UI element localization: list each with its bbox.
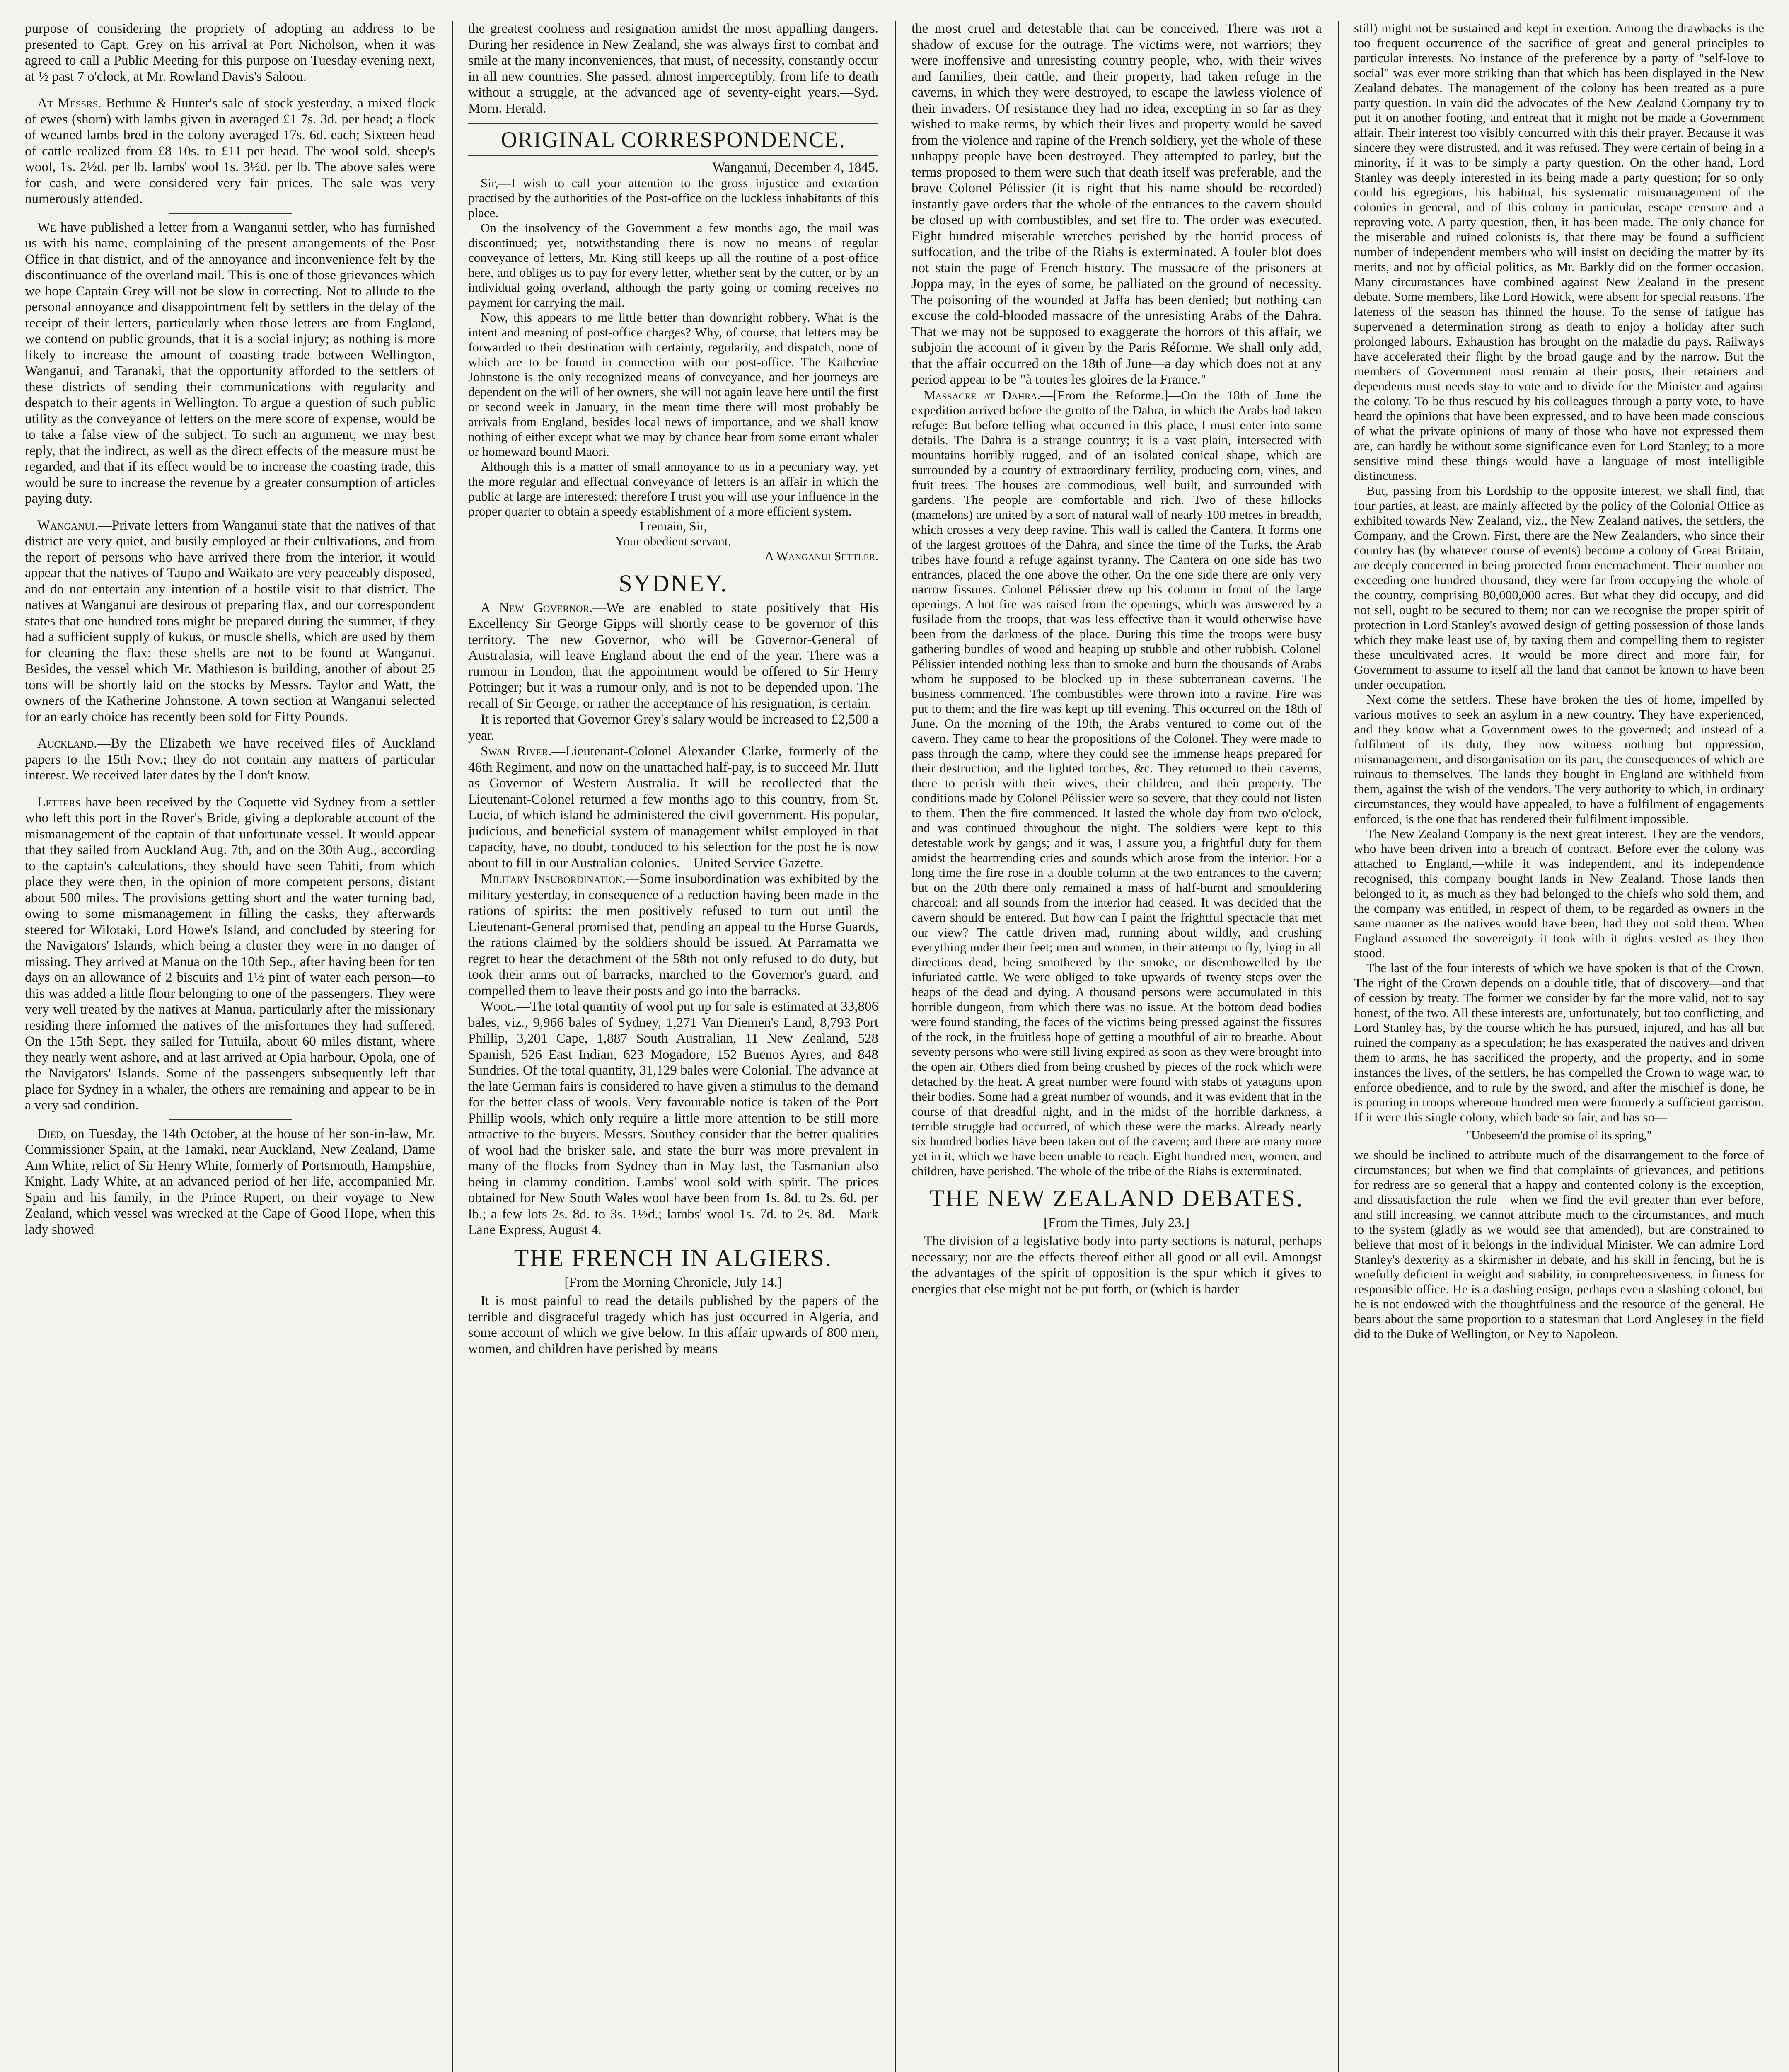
- paragraph-text: —We are enabled to state positively that His Excellency Sir George Gipps will shortly cease to be governor of this territory. The new Governor, who will be Governor-General of Australasia, will leave England about the end of the year. There was a rumour in London, that the appointment would be offered to Sir Henry Pottinger; but it was a rumour only, and is not to be depended upon. The recall of Sir George, or rather the acceptance of his resignation, is certain.: [468, 600, 878, 711]
- column-rule: [895, 21, 896, 2072]
- paragraph-text: —Some insubordination was exhibited by the military yesterday, in consequence of a reduction having been made in the rations of spirits: the men positively refused to turn out until the Lieutenant-General promised that, pending an appeal to the Horse Guards, the rations claimed by the soldiers should be issued. At Parramatta we regret to hear the detachment of the 58th not only refused to do duty, but took their arms out of barracks, marched to the Governor's guard, and compelled them to leave their posts and go into the barracks.: [468, 871, 878, 998]
- paragraph-french: It is most painful to read the details published by the papers of the terrible and disgraceful tragedy which has just occurred in Algeria, and some account of which we give below. In this affair upwards of 800 men, women, and children have perished by means: [468, 1293, 878, 1356]
- separator-rule: [169, 1119, 292, 1120]
- dateline: Wanganui, December 4, 1845.: [712, 160, 878, 175]
- paragraph-text: —Lieutenant-Colonel Alexander Clarke, formerly of the 46th Regiment, and now on the unattached half-pay, is to succeed Mr. Hutt as Governor of Western Australia. It will be recollected that the Lieutenant-Colonel returned a few months ago to this country, from St. Lucia, of which island he administered the civil government. His popular, judicious, and beneficial system of management whilst employed in that capacity, have, no doubt, conduced to his selection for the post he is now about to fill in our Australian colonies.—United Service Gazette.: [468, 744, 878, 871]
- separator-rule: [169, 213, 292, 214]
- column-1: [25, 21, 435, 2072]
- paragraph-text: on Tuesday, the 14th October, at the house of her son-in-law, Mr. Commissioner Spain, at the Tamaki, near Auckland, New Zealand, Dame Ann White, relict of Sir Henry White, formerly of Portsmouth, Hampshire, Knight. Lady White, at an advanced period of her life, accompanied Mr. Spain and his family, in the Prince Rupert, on their voyage to New Zealand, which vessel was wrecked at the Cape of Good Hope, when this lady showed: [25, 1126, 435, 1237]
- paragraph-massacre-dahra: [911, 388, 1322, 1179]
- heading-sydney: SYDNEY.: [619, 569, 728, 597]
- lead-words: At Messrs.: [37, 96, 102, 111]
- paragraph-address-meeting: purpose of considering the propriety of adopting an address to be presented to Capt. Grey on his arrival at Port Nicholson, when it was agreed to call a Public Meeting for this purpose on Tuesday evening next, at ½ past 7 o'clock, at Mr. Rowland Davis's Saloon.: [25, 21, 435, 84]
- letter-paragraph: On the insolvency of the Government a few months ago, the mail was discontinued; yet, notwithstanding there is now no means of regular conveyance of letters, Mr. King still keeps up all the routine of a post-office here, and obliges us to pay for every letter, whether sent by the cutter, or by an individual going overland, although the party going or coming receives no payment for carrying the mail.: [468, 220, 878, 310]
- heading-original-correspondence: ORIGINAL CORRESPONDENCE.: [468, 123, 878, 156]
- paragraph-crown: The last of the four interests of which we have spoken is that of the Crown. The right of the Crown depends on a double title, that of discovery—and that of cession by treaty. The former we consider by far the more valid, not to say honest, of the two. All these interests are, unfortunately, but too conflicting, and Lord Stanley has, by the course which he has pursued, injured, and has all but ruined the company as a speculation; he has exasperated the natives and driven them to arms, he has sacrificed the property, and the property, and in some instances the lives, of the settlers, he has compelled the Crown to wage war, to enforce obedience, and to rule by the sword, and after the mischief is done, he is pouring in troops whereone hundred men were formerly a sufficient garrison. If it were this single colony, which bade so fair, and has so—: [1354, 961, 1764, 1124]
- source-line: [From the Morning Chronicle, July 14.]: [564, 1275, 782, 1290]
- lead-words: Auckland.: [37, 736, 97, 751]
- paragraph-nz-cont: still) might not be sustained and kept in exertion. Among the drawbacks is the too frequent occurrence of the sacrifice of great and general principles to particular interests. No instance of the preference by a party of "self-love to social" was ever more striking than that which has been displayed in the New Zealand debates. The management of the colony has been treated as a pure party question. In vain did the advocates of the New Zealand Company try to put it on another footing, and entreat that it might not be made a Government affair. Their interest too visibly concurred with this their prayer. Because it was sincere they were distrusted, and it was refused. They were certain of being in a minority, if it was to be simply a party question. On the other hand, Lord Stanley was deeply interested in its being made a party question; for so only could his egregious, his habitual, his systematic mismanagement of the colonies in general, and of this colony in particular, escape censure and a reproving vote. A party question, then, it has been made. The only chance for the miserable and ruined colonists is, that there may be found a sufficient number of independent members who will insist on deciding the matter by its merits, and not by official politics, as Mr. Barkly did on the former occasion. Many circumstances have combined against New Zealand in the present debate. Some members, like Lord Howick, were absent for special reasons. The lateness of the season has thinned the house. To the sense of fatigue has supervened a determination strong as death to enjoy a holiday after such prolonged labours. Exhaustion has brought on the maladie du pays. Railways have accelerated their flight by the broad gauge and by the narrow. But the members of Government must remain at their posts, their retainers and dependents must needs stay to vote and to divide for the Minister and against the colony. To be thus rescued by his colleagues through a party vote, to have heard the opinions that have been expressed, and to have been made conscious of what the private opinions of many of those who have not expressed them are, can hardly be without some significance even for Lord Stanley; to a more sensitive mind these things would have a language of most intelligible distinctness.: [1354, 21, 1764, 483]
- paragraph-text: —Private letters from Wanganui state that the natives of that district are very quiet, and busily employed at their cultivations, and from the report of persons who have arrived there from the interior, it would appear that the natives of Taupo and Waikato are very peaceably disposed, and do not entertain any intention of a hostile visit to that district. The natives at Wanganui are desirous of preparing flax, and our correspondent states that one hundred tons might be prepared during the summer, if they had a sufficient supply of kukus, or muscle shells, which are used by them for cleaning the flax: these shells are not to be found at Wanganui. Besides, the vessel which Mr. Mathieson is building, another of about 25 tons will be shortly laid on the stocks by Messrs. Taylor and Watt, the owners of the Katherine Johnstone. A town section at Wanganui selected for an early choice has recently been sold for Fifty Pounds.: [25, 518, 435, 724]
- paragraph-obituary-cont: the greatest coolness and resignation amidst the most appalling dangers. During her residence in New Zealand, she was always first to combat and smile at the many inconveniences, that must, of necessity, constantly occur in all new countries. She passed, almost imperceptibly, from life to death without a struggle, at the advanced age of seventy-eight years.—Syd. Morn. Herald.: [468, 21, 878, 116]
- letter-signature: A Wanganui Settler.: [764, 548, 878, 563]
- lead-words: Massacre at Dahra.: [924, 387, 1041, 402]
- heading-nz-debates: THE NEW ZEALAND DEBATES.: [929, 1184, 1304, 1212]
- column-rule: [452, 21, 453, 2072]
- newspaper-page: [25, 21, 1764, 2072]
- letter-signoff: Your obedient servant,: [615, 533, 732, 548]
- lead-words: Swan River.: [481, 744, 552, 759]
- lead-words: A New Governor.: [481, 600, 593, 615]
- paragraph-french-cont: the most cruel and detestable that can be conceived. There was not a shadow of excuse for the outrage. The victims were, not warriors; they were inoffensive and unresisting country people, who, with their wives and families, their cattle, and their property, had taken refuge in the caverns, in which they were destroyed, to escape the lawless violence of their invaders. Of resistance they had no idea, excepting in so far as they wished to make terms, by which their lives and property would be saved from the violence and rapine of the French soldiery, yet the whole of these unhappy people have been destroyed. They attempted to parley, but the terms proposed to them were such that death itself was preferable, and the brave Colonel Pélissier (it is right that his name should be recorded) instantly gave orders that the whole of the entrances to the cavern should be closed up with combustibles, and set fire to. The order was executed. Eight hundred miserable wretches perished by the horrid process of suffocation, and the tribe of the Riahs is exterminated. A fouler blot does not stain the page of French history. The massacre of the prisoners at Joppa may, in the eyes of some, be palliated on the ground of necessity. The poisoning of the wounded at Jaffa has been denied; but nothing can excuse the cold-blooded massacre of the unresisting Arabs of the Dahra. That we may not be supposed to exaggerate the horrors of this affair, we subjoin the account of it given by the Paris Réforme. We shall only add, that the affair occurred on the 18th of June—a day which does not at any period appear to be "à toutes les gloires de la France.": [911, 21, 1322, 387]
- lead-words: Wool.: [481, 999, 517, 1014]
- column-3: [911, 21, 1322, 2072]
- paragraph-insubordination: [468, 871, 878, 999]
- paragraph-wool: [468, 999, 878, 1238]
- paragraph-text: —The total quantity of wool put up for sale is estimated at 33,806 bales, viz., 9,966 bales of Sydney, 1,271 Van Diemen's Land, 8,793 Port Phillip, 3,201 Cape, 1,887 South Australian, 11 New Zealand, 528 Spanish, 526 East Indian, 623 Mogadore, 152 Buenos Ayres, and 848 Sundries. Of the total quantity, 31,129 bales were Colonial. The advance at the late German fairs is considered to have given a stimulus to the demand for the better class of wools. Very favourable notice is taken of the Port Phillip wools, which only require a little more attention to be still more attractive to the buyers. Messrs. Southey consider that the better qualities of wool had the brisker sale, and state the burr was more prevalent in many of the flocks from Sydney than in May last, the Tasmanian also being in clammy condition. Lambs' wool sold with spirit. The prices obtained for New South Wales wool have been from 1s. 8d. to 2s. 6d. per lb.; a few lots 2s. 8d. to 3s. 1½d.; lambs' wool 1s. 7d. to 2s. 8d.—Mark Lane Express, August 4.: [468, 999, 878, 1237]
- paragraph-stock-sale: [25, 95, 435, 207]
- paragraph-conclusion: we should be inclined to attribute much of the disarrangement to the force of circumstances; but when we find that complaints of grievances, and petitions for redress are so general that a happy and contented colony is the exception, and dissatisfaction the rule—when we find the evil greater than ever before, and still increasing, we cannot attribute much to the circumstances, and much to the system (gladly as we would see that amended), but are constrained to believe that most of it belongs in the individual Minister. We can admire Lord Stanley's dexterity as a skirmisher in debate, and his skill in fencing, but he is woefully deficient in weight and stability, in comprehensiveness, in fitness for responsible office. He is a dashing ensign, perhaps even a slashing colonel, but he is not endowed with the thoughtfulness and the resource of the general. He bears about the same proportion to a statesman that Lord Anglesey in the field did to the Duke of Wellington, or Ney to Napoleon.: [1354, 1147, 1764, 1341]
- paragraph-new-governor: [468, 600, 878, 712]
- letter-paragraph: Although this is a matter of small annoyance to us in a pecuniary way, yet the more regular and effectual conveyance of letters is an affair in which the public at large are interested; therefore I trust you will use your influence in the proper quarter to obtain a speedy establishment of a more efficient system.: [468, 459, 878, 518]
- paragraph-grey-salary: It is reported that Governor Grey's salary would be increased to £2,500 a year.: [468, 712, 878, 743]
- paragraph-text: have been received by the Coquette vid Sydney from a settler who left this port in the Rover's Bride, giving a deplorable account of the mismanagement of the captain of that unfortunate vessel. It would appear that they sailed from Auckland Aug. 7th, and on the 30th Aug., according to the captain's calculations, they should have seen Tahiti, from which place they were then, in the opinion of more competent persons, distant about 500 miles. The provisions getting short and the water turning bad, owing to some mismanagement in filling the casks, they afterwards steered for Wilotaki, Lord Howe's Island, and concluded by steering for the Navigators' Islands, which being a cluster they were in no danger of missing. They arrived at Manua on the 10th Sep., after having been for ten days on an allowance of 2 biscuits and 1½ pint of water each person—to this was added a little flour belonging to one of the passengers. They were very well treated by the natives at Manua, particularly after the missionary residing there informed the natives of the misfortunes they had suffered. On the 15th Sept. they sailed for Tutuila, about 60 miles distant, where they nearly went ashore, and at last arrived at Opia harbour, Opola, one of the Navigators' Islands. Some of the passengers subsequently left that place for Sydney in a whaler, the others are remaining and appear to be in a very sad condition.: [25, 794, 435, 1113]
- paragraph-auckland: [25, 736, 435, 784]
- lead-words: Letters: [37, 794, 81, 810]
- column-2: [468, 21, 878, 2072]
- paragraph-wanganui-news: [25, 518, 435, 725]
- letter-paragraph: Now, this appears to me little better than downright robbery. What is the intent and meaning of post-office charges? Why, of course, that letters may be forwarded to their destination with certainty, regularity, and dispatch, none of which are to be found in connection with our post-office. The Katherine Johnstone is the only recognized means of conveyance, and her journeys are dependent on the will of her owners, she will not again leave here until the first or second week in January, in the mean time there will most probably be arrivals from England, besides local news of importance, and we shall know nothing of either except what we may by chance hear from some errant whaler or homeward bound Maori.: [468, 310, 878, 459]
- lead-words: Died,: [37, 1126, 67, 1141]
- paragraph-text: —[From the Reforme.]—On the 18th of June the expedition arrived before the grotto of the Dahra, in which the Arabs had taken refuge: But before telling what occurred in this place, I must enter into some details. The Dahra is a strange country; it is a vast plain, intersected with mountains horribly rugged, and of an isolated conical shape, which are surrounded by a country of extraordinary fertility, producing corn, vines, and fruit trees. The houses are commodious, well built, and surrounded with gardens. The people are comfortable and rich. Two of these hillocks (mamelons) are united by a sort of natural wall of nearly 100 metres in breadth, which crosses a very deep ravine. This wall is called the Cantera. It forms one of the largest grottoes of the Dahra, and since the time of the Turks, the Arab tribes have found a refuge against tyranny. The Cantera on one side has two entrances, placed the one above the other. On the one side there are only very narrow fissures. Colonel Pélissier drew up his column in front of the large openings. A hot fire was raised from the openings, which was answered by a fusilade from the troops, that was less effective than it would otherwise have been from the darkness of the place. During this time the troops were busy gathering bundles of wood and heaping up stubble and other rubbish. Colonel Pélissier intended nothing less than to smoke and burn the thousands of Arabs whom he supposed to be blocked up in these subterranean caverns. The business commenced. The combustibles were thrown into a ravine. Fire was put to them; and the fire was kept up till evening. This occurred on the 18th of June. On the morning of the 19th, the Arabs ventured to come out of the cavern. They came to hear the propositions of the Colonel. They were made to pass through the camp, where they could see the immense heaps prepared for their destruction, and the lighted torches, &c. They returned to their caverns, there to perish with their wives, their children, and their property. The conditions made by Colonel Pélissier were so severe, that they could not listen to them. Then the fire commenced. It lasted the whole day from two o'clock, and was continued throughout the night. The soldiers were kept to this detestable work by gangs; and it was, I assure you, a frightful duty for them amidst the heartrending cries and sounds which arose from the interior. For a long time the fire rose in a double column at the two entrances to the cavern; but on the 20th there only remained a mass of half-burnt and smouldering charcoal; and all sounds from the interior had ceased. It was decided that the cavern should be entered. But how can I paint the frightful spectacle that met our view? The cattle driven mad, running about wildly, and crushing everything under their feet; men and women, in their attempt to fly, lying in all directions dead, being smothered by the smoke, or disembowelled by the infuriated cattle. We were obliged to take upwards of twenty steps over the heaps of the dead and dying. A thousand persons were accumulated in this horrible dungeon, from which there was no issue. At the bottom dead bodies were found standing, the faces of the victims being pressed against the fissures of the rock, in the fruitless hope of getting a mouthful of air to breathe. About seventy persons who were still living expired as soon as they were brought into the open air. Others died from being crushed by pieces of the rock which were detached by the heat. A great number were found with stabs of yataguns upon their bodies. Some had a great number of wounds, and it was evident that in the course of that dreadful night, and in the midst of the horrible darkness, a terrible struggle had occurred, of which these were the marks. Already nearly six hundred bodies have been taken out of the cavern; and there are many more yet in it, which we have been unable to reach. Eight hundred men, women, and children, have perished. The whole of the tribe of the Riahs is exterminated.: [911, 387, 1322, 1178]
- paragraph-obituary: [25, 1126, 435, 1238]
- paragraph-company: The New Zealand Company is the next great interest. They are the vendors, who have been driven into a breach of contract. Before ever the colony was attached to England,—while it was independent, and its independence recognised, this company bought lands in New Zealand. Those lands then belonged to it, as much as they had belonged to the chiefs who sold them, and the company was entitled, in respect of them, to be regarded as owners in the same manner as the natives would have been, had they not sold them. When England assumed the sovereignty it took with it rights vested as they then stood.: [1354, 826, 1764, 960]
- lead-words: We: [37, 220, 56, 235]
- paragraph-settlers: Next come the settlers. These have broken the ties of home, impelled by various motives to seek an asylum in a new country. They have experienced, and they know what a Government owes to the governed; and instead of a fulfilment of its duty, they now witness nothing but oppression, mismanagement, and disorganisation on its part, the consequences of which are ruinous to themselves. The lands they bought in England are withheld from them, against the wish of the vendors. The very authority to which, in ordinary circumstances, they would have appealed, to have a fulfilment of engagements enforced, is the one that has rendered their fulfilment impossible.: [1354, 692, 1764, 826]
- paragraph-nz-debates: The division of a legislative body into party sections is natural, perhaps necessary; nor are the effects thereof either all good or all evil. Amongst the advantages of the spirit of opposition is the spur which it gives to energies that else might not be put forth, or (which is harder: [911, 1234, 1322, 1297]
- lead-words: Wanganui.: [37, 518, 98, 533]
- paragraph-text: —By the Elizabeth we have received files of Auckland papers to the 15th Nov.; they do not contain any matters of particular interest. We received later dates by the I don't know.: [25, 736, 435, 783]
- quotation: "Unbeseem'd the promise of its spring,": [1466, 1129, 1652, 1142]
- column-rule: [1338, 21, 1339, 2072]
- source-line: [From the Times, July 23.]: [1043, 1215, 1190, 1230]
- paragraph-text: have published a letter from a Wanganui settler, who has furnished us with his name, complaining of the present arrangements of the Post Office in that district, and of the annoyance and inconvenience felt by the discontinuance of the overland mail. This is one of those grievances which we hope Captain Grey will not be slow in correcting. Not to allude to the personal annoyance and disappointment felt by settlers in the delay of the receipt of their letters, particularly when those letters are from England, we contend on public grounds, that it is a social injury; as nothing is more likely to increase the amount of coasting trade between Wellington, Wanganui, and Taranaki, that the opportunity afforded to the settlers of these districts of sending their communications with regularity and despatch to their agents in Wellington. To argue a question of such public utility as the conveyance of letters on the mere score of expense, would be to take a false view of the subject. To such an argument, we may best reply, that the indirect, as well as the direct effects of the measure must be regarded, and that if its effect would be to increase the coasting trade, this would be sure to increase the revenue by a greater consumption of articles paying duty.: [25, 220, 435, 506]
- paragraph-text: Bethune & Hunter's sale of stock yesterday, a mixed flock of ewes (shorn) with lambs given in averaged £1 7s. 3d. per head; a flock of weaned lambs bred in the colony averaged 17s. 6d. each; Sixteen head of cattle realized from £8 10s. to £11 per head. The wool sold, sheep's wool, 1s. 2½d. per lb. lambs' wool 1s. 3½d. per lb. The above sales were for cash, and were considered very fair prices. The sale was very numerously attended.: [25, 96, 435, 206]
- lead-words: Military Insubordination.: [481, 871, 626, 886]
- heading-french-algiers: THE FRENCH IN ALGIERS.: [514, 1244, 833, 1271]
- letter-paragraph: Sir,—I wish to call your attention to the gross injustice and extortion practised by the authorities of the Post-office on the luckless inhabitants of this place.: [468, 175, 878, 220]
- letter-signoff: I remain, Sir,: [639, 518, 707, 533]
- paragraph-swan-river: [468, 743, 878, 871]
- paragraph-wanganui-letter: [25, 220, 435, 507]
- paragraph-rovers-bride: [25, 794, 435, 1113]
- column-4: [1354, 21, 1764, 2072]
- paragraph-four-parties: But, passing from his Lordship to the opposite interest, we shall find, that four parties, at least, are mainly affected by the policy of the Colonial Office as exhibited towards New Zealand, viz., the New Zealand natives, the settlers, the Company, and the Crown. First, there are the New Zealanders, who since their country has (by whatever course of events) become a colony of Great Britain, are deeply concerned in being protected from encroachment. Their number not exceeding one hundred thousand, they were far from occupying the whole of the country, comprising 80,000,000 acres. But what they did occupy, and did not sell, ought to be secured to them; nor can we recognise the proper spirit of protection in Lord Stanley's avowed design of getting possession of those lands which they make least use of, by taxing them and compelling them to register these uncultivated acres. It would be more direct and more fair, for Government to assume to itself all the land that cannot be known to have been under occupation.: [1354, 483, 1764, 692]
